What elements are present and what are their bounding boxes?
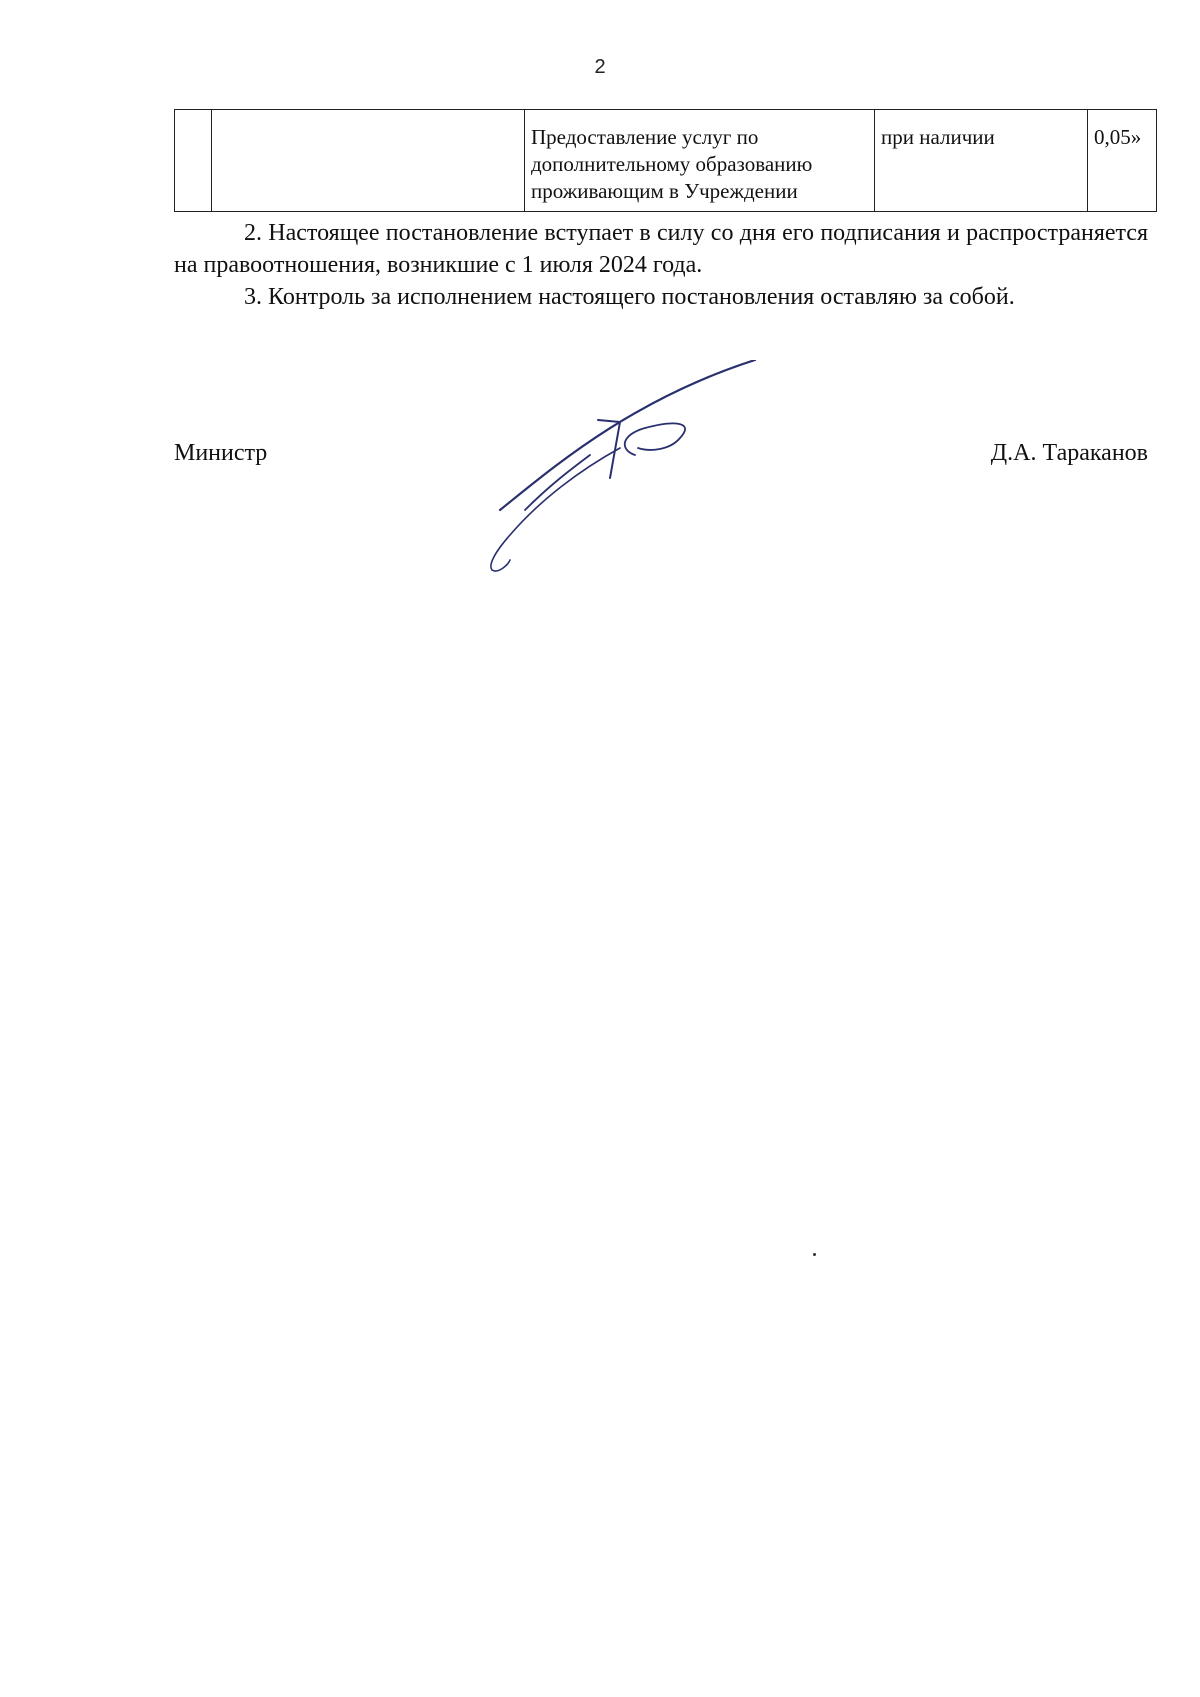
paragraph-control: 3. Контроль за исполнением настоящего постановления оставляю за собой. bbox=[244, 284, 1015, 310]
table-cell-value: 0,05» bbox=[1088, 110, 1157, 212]
rates-table bbox=[174, 109, 1157, 212]
signatory-name: Д.А. Тараканов bbox=[990, 440, 1148, 466]
paragraph-effective-date: 2. Настоящее постановление вступает в силу со дня его подписания и распространяется на правоотношения, возникшие с 1 июля 2024 года. bbox=[174, 220, 1148, 278]
table-cell-number bbox=[175, 110, 212, 212]
table-cell-service: Предоставление услуг по дополнительному образованию проживающим в Учреждении bbox=[525, 110, 875, 212]
signatory-title: Министр bbox=[174, 440, 268, 466]
table-cell-category bbox=[212, 110, 525, 212]
page-number: 2 bbox=[594, 56, 606, 78]
table-row bbox=[175, 110, 1157, 212]
handwritten-signature bbox=[470, 360, 770, 580]
body-text bbox=[174, 217, 1148, 313]
scan-speck bbox=[813, 1253, 816, 1256]
table-cell-condition: при наличии bbox=[875, 110, 1088, 212]
